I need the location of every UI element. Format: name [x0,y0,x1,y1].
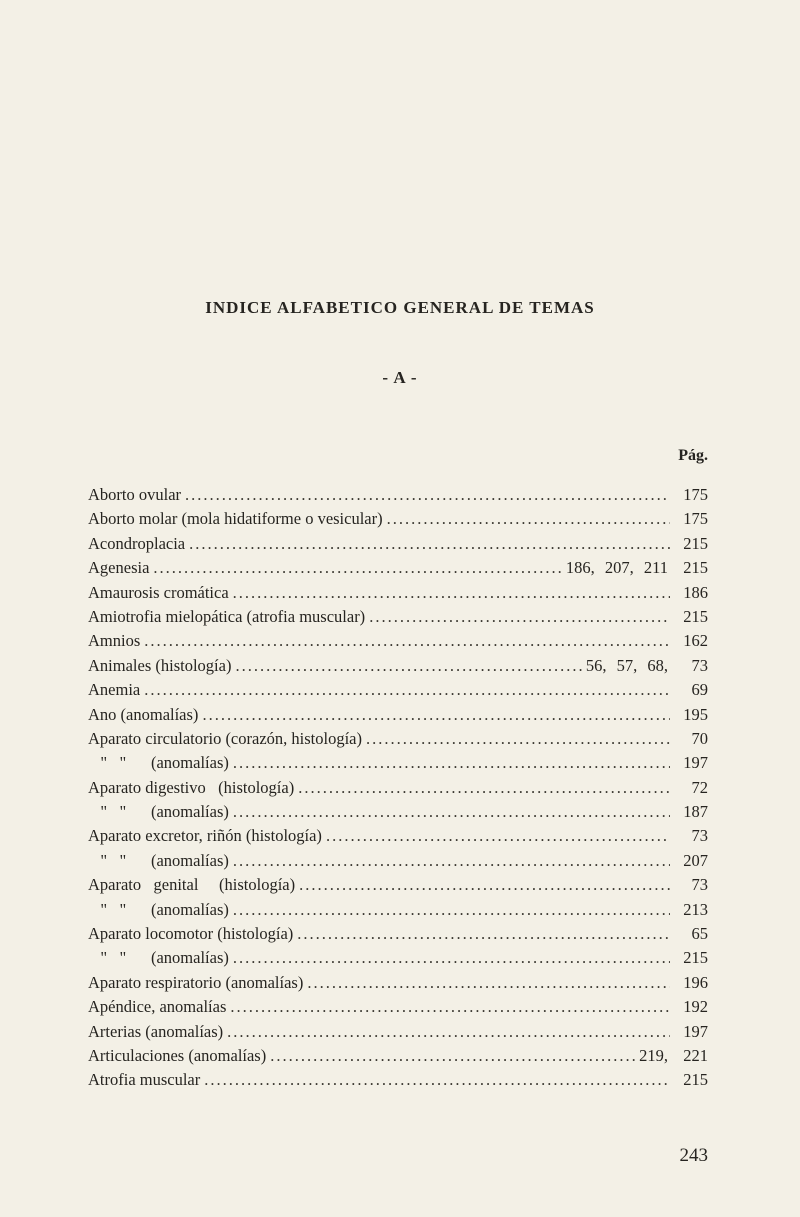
entry-label: Aparato respiratorio (anomalías) [88,972,304,992]
entry-page: 69 [691,680,708,700]
dot-leader [298,776,670,800]
entry-page: 187 [683,802,708,822]
index-entry [88,800,708,824]
entry-page: 73 [691,826,708,846]
entry-page: 73 [691,655,708,675]
entry-page: 207 [683,850,708,870]
index-entry [88,1044,708,1068]
entry-label: Anemia [88,680,141,700]
index-entry [88,971,708,995]
entry-page: 186 [683,582,708,602]
entry-page: 215 [683,533,708,553]
dot-leader [326,824,670,848]
dot-leader [369,605,670,629]
page-number: 243 [679,1145,708,1166]
entry-page: 215 [683,606,708,626]
entry-page: 175 [683,509,708,529]
index-entry [88,946,708,970]
entry-page: 215 [683,948,708,968]
entry-page: 73 [691,875,708,895]
dot-leader [204,1068,670,1092]
dot-leader [233,751,670,775]
entry-extra-pages: 56, 57, 68, [585,655,668,675]
dot-leader [189,532,670,556]
index-entry [88,727,708,751]
entry-label: " " (anomalías) [88,753,229,773]
entry-label: Aborto molar (mola hidatiforme o vesicular) [88,509,383,529]
dot-leader [387,507,670,531]
index-entry [88,556,708,580]
dot-leader [233,581,670,605]
entry-label: Aparato digestivo (histología) [88,777,295,797]
section-letter: - A - [382,368,418,387]
dot-leader [233,800,670,824]
entry-label: Acondroplacia [88,533,186,553]
entry-label: Animales (histología) [88,655,232,675]
dot-leader [185,483,670,507]
entry-page: 162 [683,631,708,651]
dot-leader [153,556,561,580]
entry-extra-pages: 186, 207, 211 [565,558,668,578]
entry-label: Agenesia [88,558,150,578]
entry-label: Aparato excretor, riñón (histología) [88,826,322,846]
dot-leader [270,1044,635,1068]
dot-leader [299,873,670,897]
index-entry [88,824,708,848]
entry-label: Aparato circulatorio (corazón, histología) [88,728,362,748]
entry-page: 72 [691,777,708,797]
dot-leader [233,946,670,970]
entry-label: " " (anomalías) [88,850,229,870]
index-entry [88,605,708,629]
dot-leader [307,971,670,995]
index-entry [88,678,708,702]
index-list [88,483,708,1093]
entry-page: 197 [683,753,708,773]
entry-label: Apéndice, anomalías [88,997,227,1017]
entry-label: Ano (anomalías) [88,704,199,724]
entry-label: Amnios [88,631,141,651]
index-entry [88,532,708,556]
entry-extra-pages: 219, [639,1045,668,1065]
index-entry [88,483,708,507]
page-column-header: Pág. [678,447,708,464]
dot-leader [233,898,670,922]
dot-leader [233,849,670,873]
entry-page: 192 [683,997,708,1017]
index-entry [88,629,708,653]
entry-label: Amaurosis cromática [88,582,229,602]
dot-leader [202,703,670,727]
page-title: INDICE ALFABETICO GENERAL DE TEMAS [205,298,595,317]
index-entry [88,873,708,897]
entry-label: Atrofia muscular [88,1070,201,1090]
entry-label: Articulaciones (anomalías) [88,1045,267,1065]
entry-page: 197 [683,1021,708,1041]
entry-page: 221 [683,1045,708,1065]
dot-leader [235,654,581,678]
entry-page: 65 [691,924,708,944]
entry-label: " " (anomalías) [88,948,229,968]
index-entry [88,1020,708,1044]
entry-label: Aparato locomotor (histología) [88,924,294,944]
dot-leader [227,1020,670,1044]
index-entry [88,922,708,946]
entry-label: Arterias (anomalías) [88,1021,224,1041]
entry-page: 215 [683,558,708,578]
entry-page: 213 [683,899,708,919]
entry-label: Aparato genital (histología) [88,875,296,895]
index-entry [88,581,708,605]
index-entry [88,898,708,922]
entry-label: " " (anomalías) [88,899,229,919]
dot-leader [366,727,670,751]
index-entry [88,751,708,775]
entry-label: " " (anomalías) [88,802,229,822]
entry-page: 215 [683,1070,708,1090]
dot-leader [230,995,670,1019]
dot-leader [297,922,670,946]
dot-leader [144,678,670,702]
entry-label: Amiotrofia mielopática (atrofia muscular) [88,606,366,626]
entry-page: 175 [683,485,708,504]
index-entry [88,703,708,727]
entry-page: 195 [683,704,708,724]
entry-label: Aborto ovular [88,485,182,504]
index-entry [88,995,708,1019]
index-entry [88,507,708,531]
index-entry [88,849,708,873]
index-entry [88,776,708,800]
dot-leader [144,629,670,653]
index-entry [88,654,708,678]
entry-page: 70 [691,728,708,748]
index-entry [88,1068,708,1092]
entry-page: 196 [683,972,708,992]
